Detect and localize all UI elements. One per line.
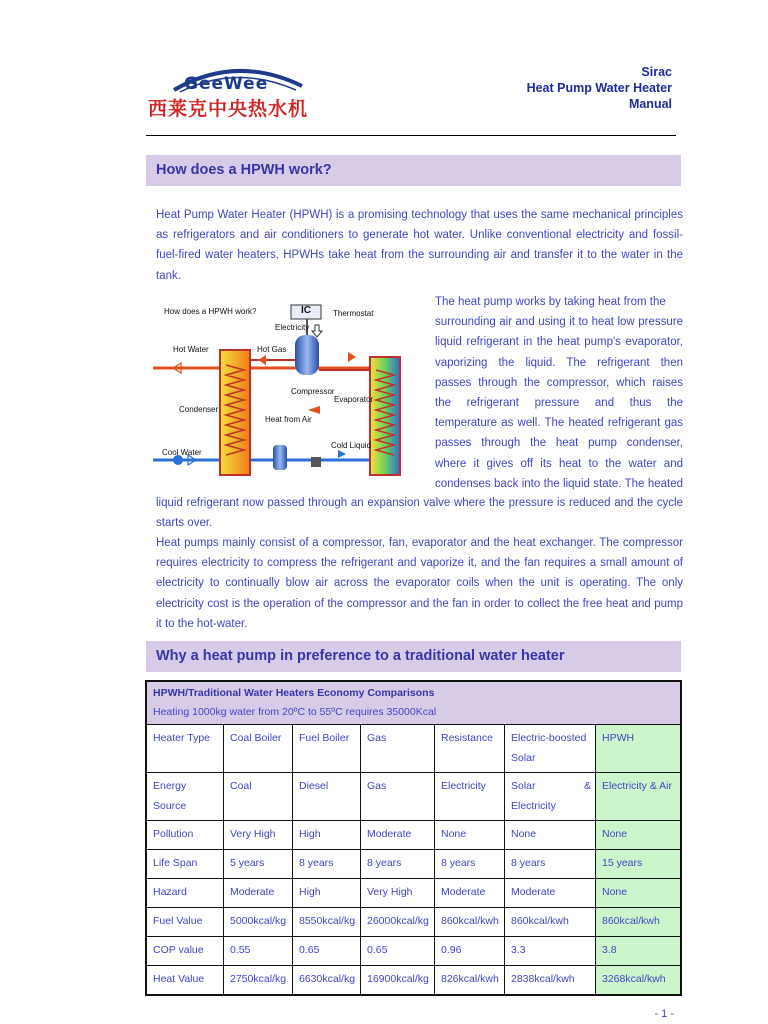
table-cell: Very High: [224, 821, 293, 850]
table-cell: 16900kcal/kg: [361, 966, 435, 995]
table-cell: Moderate: [361, 821, 435, 850]
table-cell: 8 years: [293, 850, 361, 879]
table-cell: None: [435, 821, 505, 850]
table-row: [146, 908, 681, 937]
side-text-line: surrounding air and using it to heat low pressure: [435, 316, 683, 329]
table-cell: High: [293, 879, 361, 908]
table-cell: Resistance: [435, 725, 505, 773]
diagram-electricity-label: Electricity: [275, 323, 310, 332]
diagram-cold-liquid-label: Cold Liquid: [331, 441, 372, 450]
table-cell: 26000kcal/kg: [361, 908, 435, 937]
document-header: [527, 64, 672, 112]
table-cell: Energy Source: [146, 773, 224, 821]
diagram-condenser-label: Condenser: [179, 405, 219, 414]
table-cell: 2838kcal/kwh: [505, 966, 596, 995]
table-cell: Moderate: [435, 879, 505, 908]
brand-name: Sirac: [641, 65, 672, 79]
side-text-line: condenses back into the liquid state. The heated: [435, 477, 683, 490]
table-cell: 5000kcal/kg: [224, 908, 293, 937]
table-cell: Coal: [224, 773, 293, 821]
components-paragraph: Heat pumps mainly consist of a compressor, fan, evaporator and the heat exchanger. The compressor requires electricity to compress the refrigerant and vaporize it, and the fan requires a small amount of electricity to continually blow air across the evaporator coils when the unit is operating. The only electricity cost is the operation of the compressor and the fan in order to collect the free heat and pump it to the hot-water.: [156, 537, 683, 630]
table-row: [146, 850, 681, 879]
side-text-line: the refrigerant pressure and thus the: [435, 397, 683, 410]
table-cell: Moderate: [505, 879, 596, 908]
diagram-heat-from-air-label: Heat from Air: [265, 415, 312, 424]
table-row: [146, 725, 681, 773]
side-text-line: vaporizing the liquid. The refrigerant then: [435, 356, 683, 369]
table-row: [146, 821, 681, 850]
table-cell: Coal Boiler: [224, 725, 293, 773]
table-row: [146, 937, 681, 966]
table-cell: 0.65: [293, 937, 361, 966]
table-cell: 3.3: [505, 937, 596, 966]
hpwh-diagram: [148, 295, 428, 485]
table-cell: Pollution: [146, 821, 224, 850]
side-text-line: passes through the heat pump condenser,: [435, 437, 683, 450]
diagram-thermostat-label: Thermostat: [333, 309, 374, 318]
table-title: HPWH/Traditional Water Heaters Economy Comparisons: [153, 687, 435, 699]
table-cell: HPWH: [596, 725, 682, 773]
header-divider: [146, 135, 676, 136]
table-cell: None: [596, 879, 682, 908]
side-text: [435, 292, 683, 494]
table-cell: 6630kcal/kg: [293, 966, 361, 995]
diagram-cool-water-label: Cool Water: [162, 448, 202, 457]
document-title: Heat Pump Water Heater: [526, 81, 672, 95]
side-text-line: liquid refrigerant in the heat pump's evaporator,: [435, 336, 683, 349]
diagram-evaporator-label: Evaporator: [334, 395, 374, 404]
diagram-title: How does a HPWH work?: [164, 307, 257, 316]
page-number: - 1 -: [654, 1008, 674, 1020]
side-text-line: where it gives off its heat to the water and: [435, 457, 683, 470]
diagram-hot-water-label: Hot Water: [173, 345, 209, 354]
side-text-line: passes through the compressor, which raises: [435, 376, 683, 389]
table-title-cell: [146, 681, 681, 725]
table-cell: Heat Value: [146, 966, 224, 995]
comparison-table: [145, 680, 682, 996]
table-cell: Very High: [361, 879, 435, 908]
table-cell: Electric-boosted Solar: [505, 725, 596, 773]
table-cell: 3.8: [596, 937, 682, 966]
table-row: [146, 966, 681, 995]
table-cell: Gas: [361, 725, 435, 773]
table-cell: 2750kcal/kg: [224, 966, 293, 995]
table-cell: 8 years: [361, 850, 435, 879]
section-heading-why-heat-pump: Why a heat pump in preference to a traditional water heater: [146, 641, 681, 672]
diagram-ic-label: IC: [301, 305, 311, 316]
table-cell: Gas: [361, 773, 435, 821]
table-cell: 8 years: [435, 850, 505, 879]
table-cell: 0.96: [435, 937, 505, 966]
table-cell: 3268kcal/kwh: [596, 966, 682, 995]
logo-chinese-name: 西莱克中央热水机: [148, 98, 309, 120]
table-cell: None: [505, 821, 596, 850]
table-cell: Electricity: [435, 773, 505, 821]
document-type: Manual: [628, 97, 672, 111]
table-cell: Hazard: [146, 879, 224, 908]
table-cell: 8550kcal/kg: [293, 908, 361, 937]
table-cell: 0.65: [361, 937, 435, 966]
table-cell: 860kcal/kwh: [596, 908, 682, 937]
table-cell: Life Span: [146, 850, 224, 879]
table-cell: 860kcal/kwh: [505, 908, 596, 937]
side-text-line: The heat pump works by taking heat from the: [435, 296, 666, 308]
table-row: [146, 879, 681, 908]
intro-paragraph: Heat Pump Water Heater (HPWH) is a promising technology that uses the same mechanical principles as refrigerators and air conditioners to generate hot water. Unlike conventional electricity and fossil-fuel-fired water heaters, HPWHs take heat from the surrounding air and transfer it to the water in the tank.: [156, 209, 683, 282]
section-heading-how-it-works: How does a HPWH work?: [146, 155, 681, 186]
table-row: [146, 773, 681, 821]
table-cell: Solar & Electricity: [505, 773, 596, 821]
table-cell: Heater Type: [146, 725, 224, 773]
table-cell: High: [293, 821, 361, 850]
table-cell: Diesel: [293, 773, 361, 821]
side-text-line: temperature as well. The heated refrigerant gas: [435, 417, 683, 430]
continuation-paragraph: liquid refrigerant now passed through an expansion valve where the pressure is reduced and the cycle starts over.: [156, 497, 683, 530]
diagram-compressor-label: Compressor: [291, 387, 335, 396]
table-cell: 826kcal/kwh: [435, 966, 505, 995]
diagram-hot-gas-label: Hot Gas: [257, 345, 287, 354]
company-logo: [146, 60, 309, 125]
table-cell: Fuel Value: [146, 908, 224, 937]
table-cell: COP value: [146, 937, 224, 966]
table-cell: Fuel Boiler: [293, 725, 361, 773]
logo-wordmark: GeeWee: [184, 74, 269, 94]
table-cell: 5 years: [224, 850, 293, 879]
table-cell: Moderate: [224, 879, 293, 908]
table-cell: 8 years: [505, 850, 596, 879]
table-cell: 860kcal/kwh: [435, 908, 505, 937]
table-subtitle: Heating 1000kg water from 20ºC to 55ºC requires 35000Kcal: [153, 706, 437, 718]
table-cell: 0.55: [224, 937, 293, 966]
table-title-row: [146, 681, 681, 725]
table-cell: 15 years: [596, 850, 682, 879]
table-cell: None: [596, 821, 682, 850]
table-cell: Electricity & Air: [596, 773, 682, 821]
